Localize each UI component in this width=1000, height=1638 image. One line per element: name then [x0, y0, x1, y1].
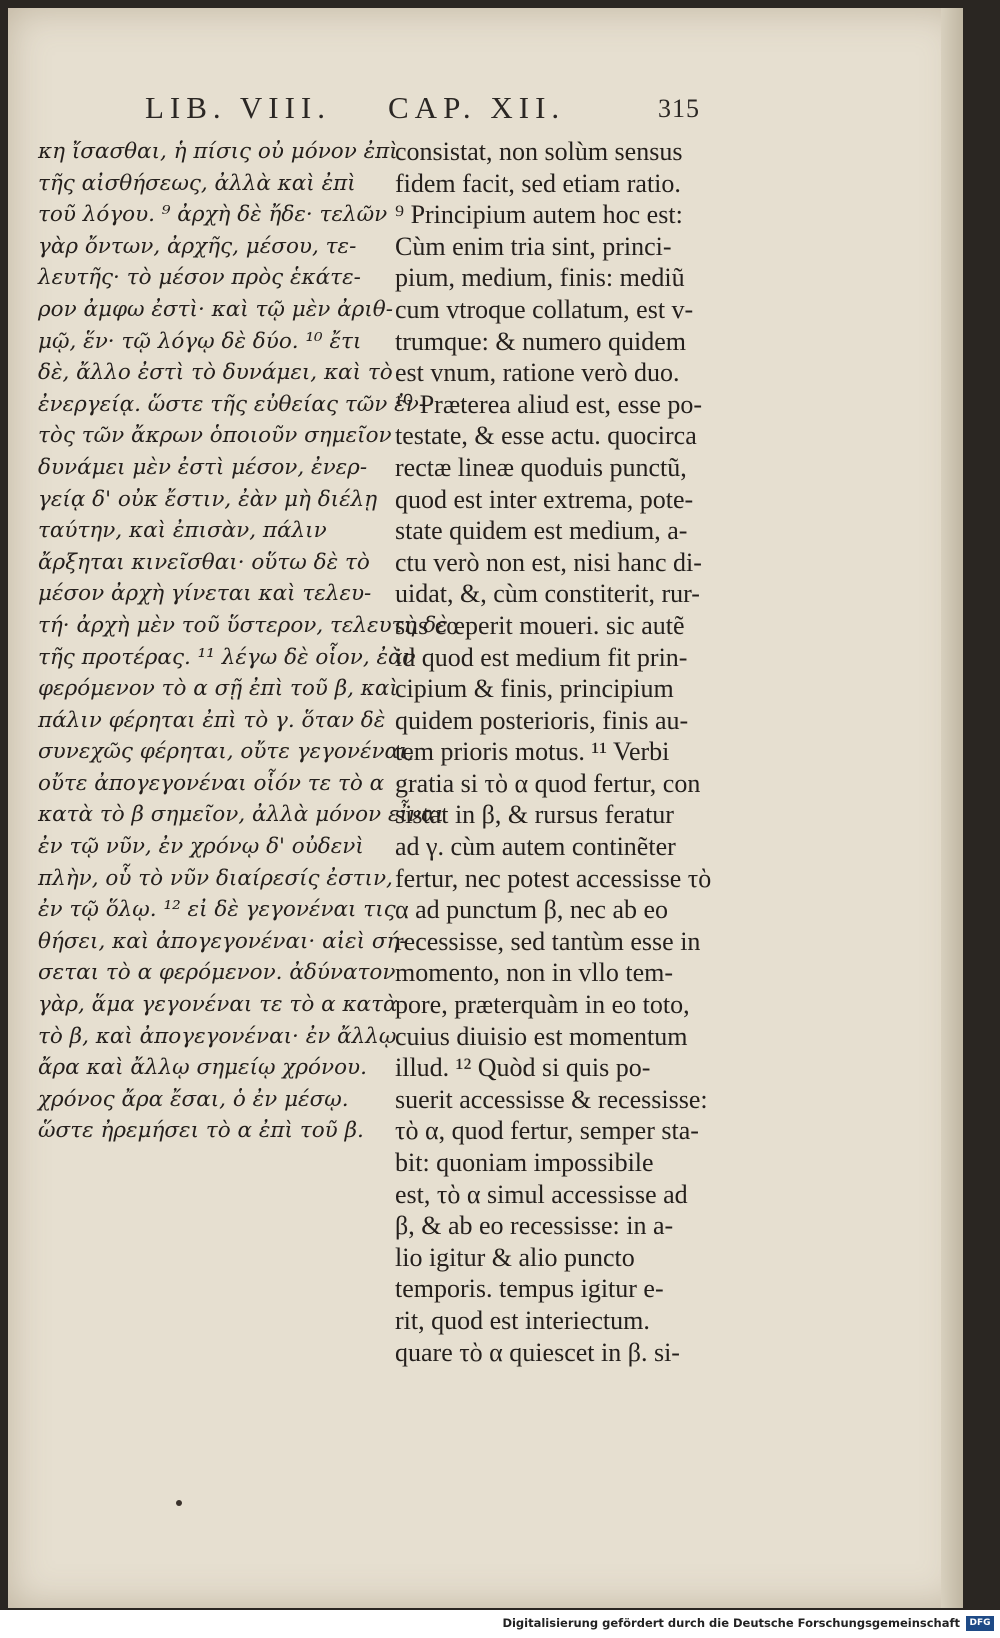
greek-text-line: γὰρ ὄντων, ἀρχῆς, μέσου, τε- — [38, 233, 357, 259]
greek-text-line: κη ἴσασθαι, ἡ πίσις οὐ μόνον ἐπὶ — [38, 139, 398, 164]
dfg-logo: DFG — [966, 1616, 994, 1631]
page-number: 315 — [658, 94, 700, 123]
latin-text-line: quare τὸ α quiescet in β. si- — [395, 1337, 680, 1367]
latin-text-line: quidem posterioris, finis au- — [395, 705, 689, 735]
greek-text-line: γείᾳ δ' οὐκ ἔστιν, ἐὰν μὴ διέλῃ — [38, 486, 378, 512]
book-page — [8, 8, 963, 1608]
ink-speck — [176, 1500, 182, 1506]
header-book: LIB. VIII. — [145, 90, 331, 125]
latin-text-line: id quod est medium fit prin- — [395, 642, 688, 672]
greek-text-line: τῆς αἰσθήσεως, ἀλλὰ καὶ ἐπὶ — [38, 170, 356, 196]
latin-text-line: consistat, non solùm sensus — [395, 137, 683, 166]
latin-text-line: ad γ. cùm autem continẽter — [395, 832, 676, 862]
greek-text-line: δυνάμει μὲν ἐστὶ μέσον, ἐνερ- — [38, 454, 368, 480]
greek-text-line: τῆς προτέρας. ¹¹ λέγω δὲ οἷον, ἐὰν — [38, 644, 416, 670]
latin-text-line: suerit accessisse & recessisse: — [395, 1084, 708, 1114]
greek-text-line: ρον ἀμφω ἐστὶ· καὶ τῷ μὲν ἀριθ- — [38, 296, 393, 322]
latin-text-line: est, τὸ α simul accessisse ad — [395, 1179, 688, 1209]
greek-text-line: θήσει, καὶ ἀπογεγονέναι· αἰεὶ σή- — [38, 928, 407, 954]
latin-text-line: temporis. tempus igitur e- — [395, 1274, 664, 1304]
greek-text-line: οὔτε ἀπογεγονέναι οἷόν τε τὸ α — [38, 770, 385, 796]
page-edge — [941, 8, 963, 1608]
latin-text-line: ctu verò non est, nisi hanc di- — [395, 547, 702, 577]
greek-text-column — [38, 136, 448, 1147]
latin-text-column — [395, 136, 725, 1368]
greek-text-line: κατὰ τὸ β σημεῖον, ἀλλὰ μόνον εἶναι — [38, 802, 444, 828]
latin-text-line: gratia si τὸ α quod fertur, con — [395, 768, 701, 798]
greek-text-line: πλὴν, οὗ τὸ νῦν διαίρεσίς ἐστιν, — [38, 865, 393, 891]
latin-text-line: rit, quod est interiectum. — [395, 1305, 650, 1335]
latin-text-line: pium, medium, finis: mediũ — [395, 263, 685, 293]
greek-text-line: τὸς τῶν ἄκρων ὁποιοῦν σημεῖον — [38, 423, 392, 449]
greek-text-line: σεται τὸ α φερόμενον. ἀδύνατον — [38, 960, 396, 986]
latin-text-line: momento, non in vllo tem- — [395, 958, 674, 988]
latin-text-line: ¹⁰ Præterea aliud est, esse po- — [395, 389, 703, 419]
latin-text-line: sistat in β, & rursus feratur — [395, 800, 674, 830]
latin-text-line: illud. ¹² Quòd si quis po- — [395, 1053, 651, 1083]
latin-text-line: bit: quoniam impossibile — [395, 1148, 654, 1177]
greek-text-line: τοῦ λόγου. ⁹ ἀρχὴ δὲ ἤδε· τελῶν — [38, 202, 388, 228]
greek-text-line: γὰρ, ἅμα γεγονέναι τε τὸ α κατὰ — [38, 992, 398, 1018]
greek-text-line: τὸ β, καὶ ἀπογεγονέναι· ἐν ἄλλῳ — [38, 1023, 397, 1049]
greek-text-line: μῷ, ἕν· τῷ λόγῳ δὲ δύο. ¹⁰ ἔτι — [38, 328, 362, 354]
header-chapter: CAP. XII. — [388, 90, 566, 125]
greek-text-line: ἐνεργείᾳ. ὥστε τῆς εὐθείας τῶν ἐν- — [38, 391, 427, 417]
greek-text-line: ἐν τῷ νῦν, ἐν χρόνῳ δ' οὐδενὶ — [38, 834, 364, 860]
greek-text-line: φερόμενον τὸ α σῇ ἐπὶ τοῦ β, καὶ — [38, 676, 398, 702]
greek-text-line: συνεχῶς φέρηται, οὔτε γεγονέναι, — [38, 739, 415, 765]
greek-text-line: ὥστε ἠρεμήσει τὸ α ἐπὶ τοῦ β. — [38, 1118, 364, 1144]
latin-text-line: state quidem est medium, a- — [395, 516, 688, 546]
greek-text-line: ἄρα καὶ ἄλλῳ σημείῳ χρόνου. — [38, 1055, 367, 1081]
latin-text-line: cipium & finis, principium — [395, 674, 674, 704]
latin-text-line: uidat, &, cùm constiterit, rur- — [395, 579, 700, 609]
latin-text-line: fidem facit, sed etiam ratio. — [395, 168, 681, 198]
latin-text-line: testate, & esse actu. quocirca — [395, 421, 697, 451]
latin-text-line: Cùm enim tria sint, princi- — [395, 231, 672, 261]
latin-text-line: α ad punctum β, nec ab eo — [395, 895, 669, 925]
latin-text-line: trumque: & numero quidem — [395, 326, 687, 356]
latin-text-line: fertur, nec potest accessisse τὸ — [395, 863, 712, 893]
latin-text-line: cuius diuisio est momentum — [395, 1021, 688, 1051]
greek-text-line: ἄρξηται κινεῖσθαι· οὕτω δὲ τὸ — [38, 549, 370, 575]
greek-text-line: λευτῆς· τὸ μέσον πρὸς ἑκάτε- — [38, 265, 361, 291]
greek-text-line: ταύτην, καὶ ἐπισὰν, πάλιν — [38, 518, 327, 544]
latin-text-line: β, & ab eo recessisse: in a- — [395, 1211, 674, 1241]
greek-text-line: χρόνος ἄρα ἔσαι, ὁ ἐν μέσῳ. — [38, 1086, 349, 1112]
latin-text-line: τὸ α, quod fertur, semper sta- — [395, 1116, 699, 1146]
latin-text-line: ⁹ Principium autem hoc est: — [395, 200, 683, 230]
digitization-footer — [0, 1610, 1000, 1638]
latin-text-line: tem prioris motus. ¹¹ Verbi — [395, 737, 670, 767]
latin-text-line: quod est inter extrema, pote- — [395, 484, 694, 514]
greek-text-line: μέσον ἀρχὴ γίνεται καὶ τελευ- — [38, 581, 372, 607]
greek-text-line: πάλιν φέρηται ἐπὶ τὸ γ. ὅταν δὲ — [38, 707, 386, 733]
latin-text-line: rectæ lineæ quoduis punctũ, — [395, 452, 687, 482]
latin-text-line: lio igitur & alio puncto — [395, 1242, 635, 1272]
greek-text-line: δὲ, ἄλλο ἐστὶ τὸ δυνάμει, καὶ τὸ — [38, 360, 393, 386]
greek-text-line: τή· ἀρχὴ μὲν τοῦ ὕστερον, τελευτὴ δὲ — [38, 612, 448, 638]
latin-text-line: recessisse, sed tantùm esse in — [395, 926, 701, 956]
latin-text-line: est vnum, ratione verò duo. — [395, 358, 680, 388]
funding-credit: Digitalisierung gefördert durch die Deutsche Forschungsgemeinschaft — [502, 1616, 960, 1630]
latin-text-line: pore, præterquàm in eo toto, — [395, 990, 690, 1020]
latin-text-line: cum vtroque collatum, est v- — [395, 294, 694, 324]
greek-text-line: ἐν τῷ ὅλῳ. ¹² εἰ δὲ γεγονέναι τις — [38, 897, 396, 923]
latin-text-line: sus cœperit moueri. sic autẽ — [395, 610, 685, 640]
